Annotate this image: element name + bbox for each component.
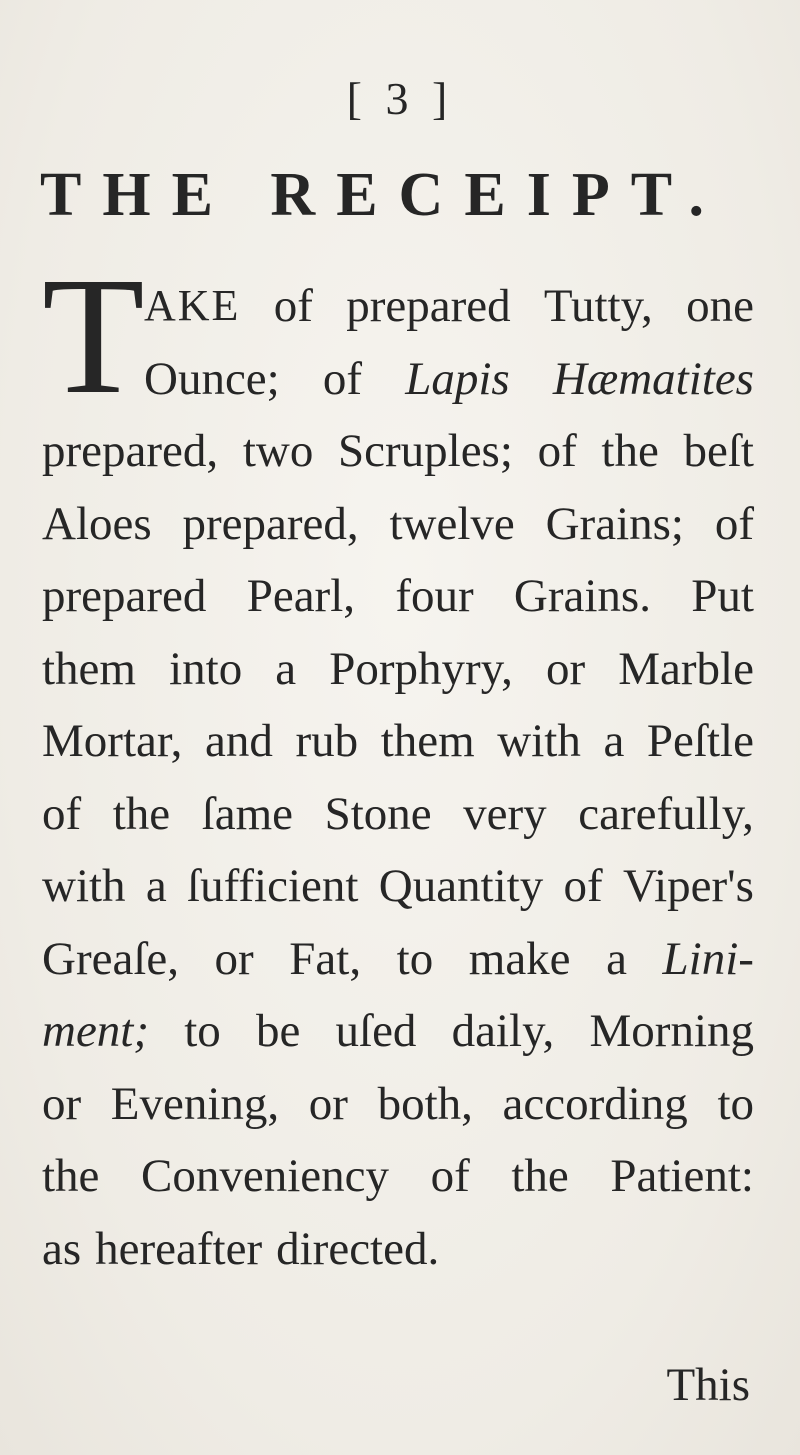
word: make bbox=[468, 932, 571, 985]
word: prepared, bbox=[182, 497, 359, 550]
word: of bbox=[430, 1150, 470, 1202]
word: daily, bbox=[451, 1005, 555, 1057]
word: ſufficient bbox=[187, 860, 359, 912]
text-line bbox=[42, 778, 754, 851]
word: of bbox=[537, 425, 577, 477]
word: prepared, bbox=[42, 425, 219, 477]
text-line bbox=[42, 633, 754, 706]
word: two bbox=[242, 425, 314, 477]
text-line bbox=[42, 1213, 754, 1286]
word: of bbox=[42, 787, 82, 840]
word: Lapis bbox=[405, 352, 510, 405]
text-line bbox=[42, 415, 754, 488]
word: Mortar, bbox=[42, 715, 183, 767]
word: Grains; bbox=[545, 497, 684, 550]
word: directed. bbox=[276, 1222, 440, 1275]
word: AKE bbox=[144, 281, 241, 330]
word: rub bbox=[295, 715, 359, 767]
word: Porphyry, bbox=[329, 642, 513, 695]
word: of bbox=[322, 352, 363, 405]
word: Viper's bbox=[622, 860, 754, 912]
word: be bbox=[255, 1005, 301, 1057]
word: the bbox=[511, 1150, 569, 1202]
text-line bbox=[42, 995, 754, 1068]
word: a bbox=[275, 642, 297, 695]
word: of bbox=[273, 280, 313, 332]
word: prepared bbox=[42, 570, 207, 622]
word: Put bbox=[691, 570, 754, 622]
word: the bbox=[112, 787, 171, 840]
word: one bbox=[686, 280, 754, 332]
word: Fat, bbox=[289, 932, 362, 985]
word: or bbox=[214, 932, 254, 985]
word: of bbox=[714, 497, 754, 550]
word: prepared bbox=[346, 280, 511, 332]
word: as bbox=[42, 1222, 82, 1275]
word: Ounce; bbox=[144, 352, 280, 405]
word: Hæmatites bbox=[552, 352, 754, 405]
word: with bbox=[42, 860, 126, 912]
word: with bbox=[497, 715, 581, 767]
text-line bbox=[144, 343, 754, 416]
word: or bbox=[546, 642, 586, 695]
word: Patient: bbox=[610, 1150, 754, 1202]
word: both, bbox=[377, 1077, 473, 1130]
word: them bbox=[380, 715, 475, 767]
word: Lini- bbox=[662, 932, 754, 985]
word: a bbox=[603, 715, 625, 767]
recipe-text bbox=[42, 270, 754, 1285]
word: a bbox=[606, 932, 627, 985]
word: Evening, bbox=[110, 1077, 280, 1130]
word: very bbox=[463, 787, 547, 840]
word: Greaſe, bbox=[42, 932, 179, 985]
text-line bbox=[42, 488, 754, 561]
word: to bbox=[396, 932, 434, 985]
word: the bbox=[42, 1150, 100, 1202]
word: Stone bbox=[324, 787, 432, 840]
word: Morning bbox=[589, 1005, 754, 1057]
word: carefully, bbox=[578, 787, 754, 840]
text-line bbox=[42, 923, 754, 996]
text-line bbox=[42, 560, 754, 633]
word: or bbox=[42, 1077, 82, 1130]
word: into bbox=[169, 642, 243, 695]
text-line bbox=[42, 850, 754, 923]
word: four bbox=[395, 570, 474, 622]
catchword: This bbox=[666, 1359, 750, 1411]
word: and bbox=[204, 715, 273, 767]
text-line bbox=[42, 1068, 754, 1141]
word: Peſtle bbox=[646, 715, 754, 767]
word: ment; bbox=[42, 1005, 150, 1057]
word: beſt bbox=[683, 425, 754, 477]
word: Scruples; bbox=[337, 425, 513, 477]
section-heading: THE RECEIPT. bbox=[40, 161, 725, 229]
text-line bbox=[42, 1140, 754, 1213]
word: or bbox=[308, 1077, 348, 1130]
word: to bbox=[184, 1005, 221, 1057]
word: Quantity bbox=[378, 860, 544, 912]
word: Marble bbox=[618, 642, 754, 695]
word: Pearl, bbox=[246, 570, 356, 622]
word: Grains. bbox=[513, 570, 651, 622]
word: ſame bbox=[201, 787, 294, 840]
word: according bbox=[502, 1077, 688, 1130]
page-number: [ 3 ] bbox=[346, 73, 454, 124]
word: Aloes bbox=[42, 497, 152, 550]
drop-cap: T bbox=[42, 266, 145, 406]
word: uſed bbox=[335, 1005, 417, 1057]
word: them bbox=[42, 642, 136, 695]
word: hereafter bbox=[95, 1222, 263, 1275]
word: the bbox=[601, 425, 659, 477]
text-line bbox=[144, 270, 754, 343]
text-line bbox=[42, 705, 754, 778]
word: twelve bbox=[389, 497, 515, 550]
word: Tutty, bbox=[543, 280, 653, 332]
word: to bbox=[717, 1077, 754, 1130]
word: a bbox=[145, 860, 167, 912]
word: Conveniency bbox=[141, 1150, 390, 1202]
word: of bbox=[563, 860, 603, 912]
